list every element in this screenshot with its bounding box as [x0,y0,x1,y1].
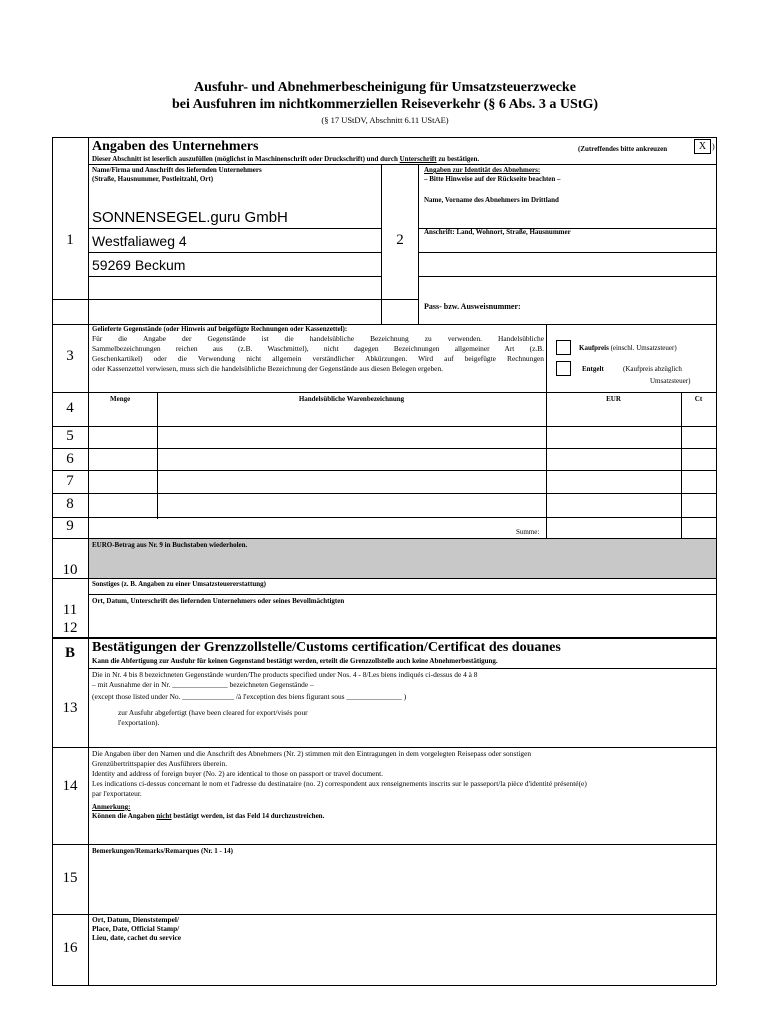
entgelt-label: Entgelt [582,365,604,373]
row-number-4: 4 [66,400,74,416]
supplier-name-field[interactable]: SONNENSEGEL.guru GmbH [92,209,288,226]
buyer-address-field[interactable] [419,238,715,275]
anmerkung-label: Anmerkung: [92,803,131,811]
summe-label: Summe: [516,528,540,536]
buyer-identity-hint: – Bitte Hinweise auf der Rückseite beachten – [424,175,561,183]
anmerkung-text: Können die Angaben nicht bestätigt werden, ist das Feld 14 durchzustreichen. [92,812,325,820]
euro-words-field[interactable] [89,550,715,577]
form-title-line2: bei Ausfuhren im nichtkommerziellen Reiseverkehr (§ 6 Abs. 3 a UStG) [171,97,599,112]
entgelt-note-line1: (Kaufpreis abzüglich [623,365,682,373]
table-row[interactable] [89,449,715,469]
col-header-ct: Ct [694,395,703,403]
euro-words-label: EURO-Betrag aus Nr. 9 in Buchstaben wiederholen. [92,541,248,549]
goods-instructions: Für die Angabe der Gegenstände ist die handelsübliche Bezeichnung zu verwenden. Handelsübliche Sammelbezeichnungen reichen aus (z.B. Waschmittel), nicht dagegen Bezeichnungen allgemeiner Art (z.B. Geschenkartikel) oder die Verwendung nicht allgemein verständlicher Abkürzungen. Wird auf beigefügte Rechnungen oder Kassenzettel verwiesen, muss sich die handelsübliche Bezeichnung der Gegenstände aus diesen Belegen ergeben. [92,334,544,373]
buyer-name-field[interactable] [419,206,715,227]
buyer-address-label: Anschrift: Land, Wohnort, Straße, Hausnummer [424,228,571,236]
summe-eur-field[interactable] [547,518,680,537]
kaufpreis-checkbox[interactable] [556,340,571,355]
supplier-extra-field[interactable] [89,277,380,298]
supplier-street-field[interactable]: Westfaliaweg 4 [92,233,187,249]
row-number-1: 1 [66,232,74,248]
table-row[interactable] [89,427,715,447]
supplier-label-line2: (Straße, Hausnummer, Postleitzahl, Ort) [92,175,214,183]
row-number-15: 15 [62,870,78,886]
sonstiges-label: Sonstiges (z. B. Angaben zu einer Umsatzsteuererstattung) [92,580,266,588]
section-a-title: Angaben des Unternehmers [92,139,259,154]
row-number-6: 6 [66,451,74,467]
row-number-10: 10 [62,562,78,578]
field-14-text: Die Angaben über den Namen und die Anschrift des Abnehmers (Nr. 2) stimmen mit den Eintragungen in dem vorgelegten Reisepass oder sonstigen Grenzübertrittspapier des Ausführers überein. Identity and address of foreign buyer (No. 2) are identical to those on passport or travel document. Les indications ci-dessus concernant le nom et l'adresse du destinataire (no. 2) correspondent aux renseignements inscrits sur le passeport/la pièce d'identité présenté(e) par l'exportateur. [92,749,587,798]
row-number-11: 11 [62,602,78,618]
row-number-2: 2 [396,232,404,248]
row-number-12: 12 [62,620,78,636]
row-number-13: 13 [62,700,78,716]
section-b-title: Bestätigungen der Grenzzollstelle/Customs certification/Certificat des douanes [92,640,561,655]
col-header-eur: EUR [606,395,621,403]
buyer-identity-heading: Angaben zur Identität des Abnehmers: [424,166,541,174]
passport-number-field[interactable] [540,300,715,322]
col-header-menge: Menge [110,395,131,403]
tick-instruction: (Zutreffendes bitte ankreuzen [578,145,668,153]
tick-box[interactable] [694,139,711,154]
row-number-3: 3 [66,348,74,364]
form-title-line1: Ausfuhr- und Abnehmerbescheinigung für Umsatzsteuerzwecke [194,80,576,95]
row-number-9: 9 [66,518,74,534]
row-number-14: 14 [62,778,78,794]
entgelt-note-line2: Umsatzsteuer) [650,377,691,385]
tick-box-mark: X [698,141,707,152]
buyer-name-label: Name, Vorname des Abnehmers im Drittland [424,196,559,204]
row-number-16: 16 [62,940,78,956]
signature-field[interactable] [89,606,715,635]
stamp-field[interactable] [89,944,715,984]
row-number-5: 5 [66,428,74,444]
table-row[interactable] [89,494,715,516]
table-row[interactable] [89,471,715,492]
signature-label: Ort, Datum, Unterschrift des liefernden Unternehmers oder seines Bevollmächtigten [92,597,345,605]
remarks-label: Bemerkungen/Remarks/Remarques (Nr. 1 - 14) [92,847,233,855]
stamp-label: Ort, Datum, Dienststempel/ Place, Date, Official Stamp/ Lieu, date, cachet du service [92,915,182,942]
remarks-field[interactable] [89,858,715,913]
entgelt-checkbox[interactable] [556,361,571,376]
supplier-label-line1: Name/Firma und Anschrift des liefernden Unternehmers [92,166,262,174]
section-b-marker: B [64,645,75,661]
passport-number-label: Pass- bzw. Ausweisnummer: [424,302,521,311]
section-b-subtitle: Kann die Abfertigung zur Ausfuhr für keinen Gegenstand bestätigt werden, erteilt die Grenzzollstelle auch keine Abnehmerbestätigung. [92,657,498,665]
form-subtitle: (§ 17 UStDV, Abschnitt 6.11 UStAE) [321,115,449,125]
field-13-text: Die in Nr. 4 bis 8 bezeichneten Gegenstände wurden/The products specified under Nos. 4 - 8/Les biens indiqués ci-dessus de 4 à 8 – mit Ausnahme der in Nr. _______________ bezeichneten Gegenstände – (except those listed under No. ______________ /à l'exception des biens figurant sous _______________ ) zur Ausfuhr abgefertigt (have been cleared for export/visés pour l'exportation). [92,670,478,727]
section-a-instruction: Dieser Abschnitt ist leserlich auszufüllen (möglichst in Maschinenschrift oder Druckschrift) und durch Unterschrift zu bestätigen. [92,155,480,163]
tick-close-paren: ) [712,142,715,151]
col-header-bezeichnung: Handelsübliche Warenbezeichnung [298,395,405,403]
goods-heading: Gelieferte Gegenstände (oder Hinweis auf beigefügte Rechnungen oder Kassenzettel): [92,325,348,333]
row-number-8: 8 [66,496,74,512]
row-number-7: 7 [66,473,74,489]
kaufpreis-label: Kaufpreis (einschl. Umsatzsteuer) [579,344,677,352]
supplier-city-field[interactable]: 59269 Beckum [92,257,186,273]
